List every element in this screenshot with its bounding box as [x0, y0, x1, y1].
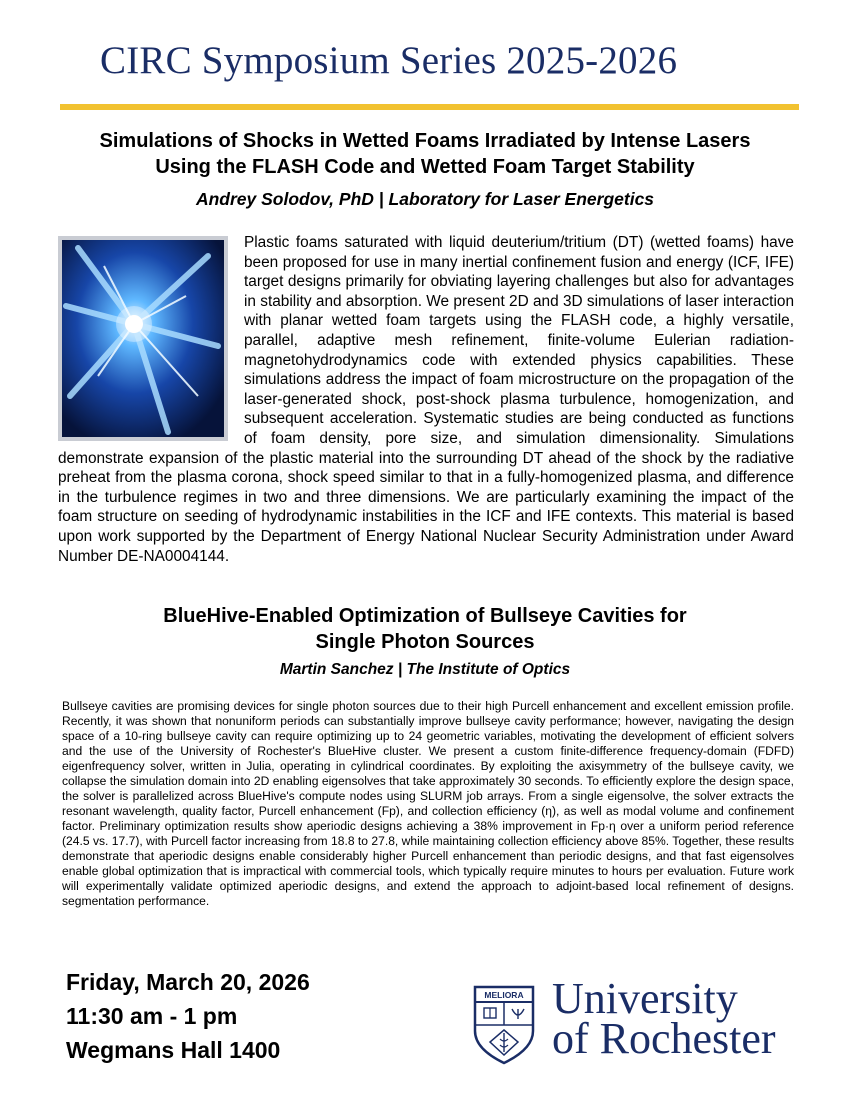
event-date: Friday, March 20, 2026 — [66, 969, 310, 995]
talk2-abstract: Bullseye cavities are promising devices for single photon sources due to their high Purcell enhancement and excellent emission profile. Recently, it was shown that nonuniform periods can substantially improve bullseye cavity performance; however, navigating the design space of a 10-ring bullseye cavity can require optimizing up to 24 geometric variables, motivating the development of efficient solvers and the use of the University of Rochester's BlueHive cluster. We present a custom finite-difference frequency-domain (FDFD) eigenfrequency solver, written in Julia, operating in cylindrical coordinates. By exploiting the axisymmetry of the bullseye cavity, we collapse the simulation domain into 2D enabling eigensolves that take approximately 30 seconds. To efficiently explore the design space, the solver is parallelized across BlueHive's compute nodes using SLURM job arrays. From a single eigensolve, the solver extracts the resonant wavelength, quality factor, Purcell enhancement (Fp), and collection efficiency (η), as well as modal volume and confinement factor. Preliminary optimization results show aperiodic designs achieving a 38% improvement in Fp·η over a uniform period reference (24.5 vs. 17.7), with Purcell factor increasing from 18.8 to 27.8, while maintaining collection efficiency above 85%. Together, these results demonstrate that aperiodic designs enable considerably higher Purcell enhancement than periodic designs, and that fast eigensolves enable global optimization that is impractical with commercial tools, which typically require minutes to hours per evaluation. Future work will experimentally validate optimized aperiodic designs, and extend the approach to adjoint-based local refinement of designs. segmentation performance. — [62, 699, 794, 908]
laser-chamber-image — [58, 236, 228, 441]
event-details — [66, 965, 310, 1067]
talk1-title-line1: Simulations of Shocks in Wetted Foams Irradiated by Intense Lasers — [99, 130, 751, 152]
seal-text: MELIORA — [484, 990, 524, 1000]
event-location: Wegmans Hall 1400 — [66, 1037, 281, 1063]
talk1-title-line2: Using the FLASH Code and Wetted Foam Target Stability — [155, 156, 695, 178]
talk2-title-line2: Single Photon Sources — [315, 631, 535, 653]
talk2-speaker: Martin Sanchez | The Institute of Optics — [279, 661, 571, 678]
event-time: 11:30 am - 1 pm — [66, 1003, 238, 1029]
talk1-title — [40, 128, 810, 180]
talk1-abstract-text: Plastic foams saturated with liquid deuterium/tritium (DT) (wetted foams) have been proposed for use in many inertial confinement fusion and energy (ICF, IFE) target designs primarily for obviating layering challenges but also for advantages in stability and absorption. We present 2D and 3D simulations of laser interaction with planar wetted foam targets using the FLASH code, a highly versatile, parallel, adaptive mesh refinement, finite-volume Eulerian radiation-magnetohydrodynamics code with extended physics capabilities. These simulations address the impact of foam microstructure on the propagation of the laser-generated shock, post-shock plasma turbulence, homogenization, and subsequent acceleration. Systematic studies are being conducted as functions of foam density, pore size, and simulation dimensionality. Simulations demonstrate expansion of the plastic material into the surrounding DT ahead of the shock by the radiative preheat from the plasma corona, shock speed similar to that in a fully-homogenized plasma, and difference in the turbulence regimes in two and three dimensions. We are particularly examining the impact of the foam structure on seeding of hydrodynamic instabilities in the ICF and IFE contexts. This material is based upon work supported by the Department of Energy National Nuclear Security Administration under Award Number DE-NA0004144. — [58, 234, 794, 565]
series-title: CIRC Symposium Series 2025-2026 — [100, 39, 678, 82]
university-wordmark — [552, 974, 776, 1063]
university-seal-icon — [472, 985, 536, 1065]
talk1-abstract — [58, 233, 794, 566]
gold-divider — [60, 104, 799, 110]
talk2-title — [40, 603, 810, 655]
wordmark-line1: University — [552, 974, 738, 1023]
talk1-speaker: Andrey Solodov, PhD | Laboratory for Laser Energetics — [195, 189, 655, 209]
university-logo — [472, 974, 802, 1065]
talk2-title-line1: BlueHive-Enabled Optimization of Bullseye Cavities for — [163, 605, 687, 627]
wordmark-line2: of Rochester — [552, 1014, 776, 1063]
